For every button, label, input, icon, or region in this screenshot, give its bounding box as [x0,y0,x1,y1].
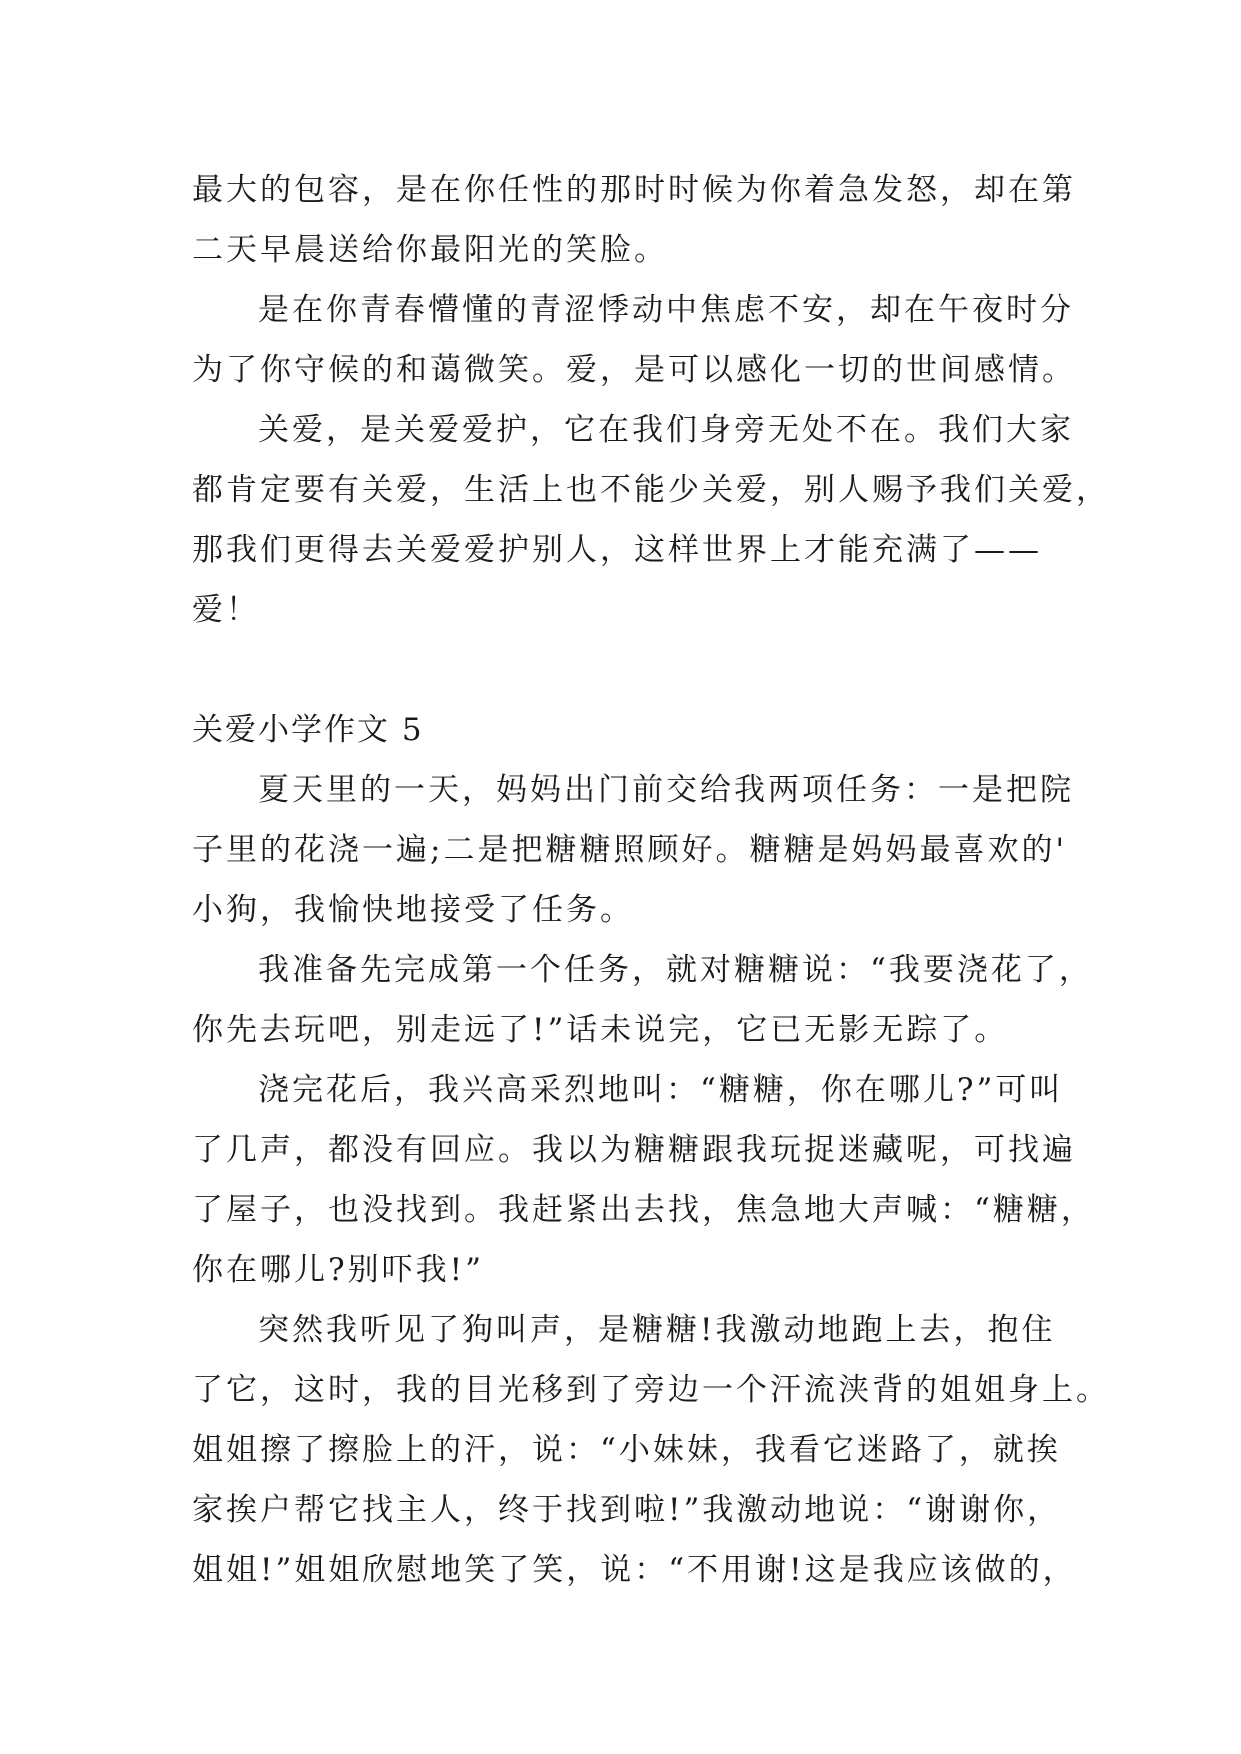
text-line: 最大的包容，是在你任性的那时时候为你着急发怒，却在第 [192,172,1076,208]
text-line: 了屋子，也没找到。我赶紧出去找，焦急地大声喊：“糖糖， [192,1192,1095,1228]
paragraph-tolerance [192,160,1076,280]
text-line: 那我们更得去关爱爱护别人，这样世界上才能充满了—— [192,532,1042,568]
paragraph-searching [192,1060,1095,1300]
text-line: 了它，这时，我的目光移到了旁边一个汗流浃背的姐姐身上。 [192,1372,1110,1408]
text-line: 关爱，是关爱爱护，它在我们身旁无处不在。我们大家 [258,412,1074,448]
paragraph-found [192,1300,1110,1600]
text-line: 为了你守候的和蔼微笑。爱，是可以感化一切的世间感情。 [192,352,1076,388]
document-body [192,160,1110,1600]
text-line: 突然我听见了狗叫声，是糖糖!我激动地跑上去，抱住 [258,1312,1056,1348]
text-line: 浇完花后，我兴高采烈地叫：“糖糖，你在哪儿?”可叫 [258,1072,1064,1108]
essay-title: 关爱小学作文 5 [192,712,424,748]
text-line: 都肯定要有关爱，生活上也不能少关爱，别人赐予我们关爱， [192,472,1110,508]
text-line: 爱！ [192,592,260,628]
text-line: 是在你青春懵懂的青涩悸动中焦虑不安，却在午夜时分 [258,292,1074,328]
paragraph-first-task [192,940,1093,1060]
text-line: 我准备先完成第一个任务，就对糖糖说：“我要浇花了， [258,952,1093,988]
paragraph-care [192,400,1110,640]
paragraph-summer-day [192,760,1074,940]
text-line: 二天早晨送给你最阳光的笑脸。 [192,232,668,268]
text-line: 姐姐擦了擦脸上的汗，说：“小妹妹，我看它迷路了，就挨 [192,1432,1061,1468]
text-line: 夏天里的一天，妈妈出门前交给我两项任务：一是把院 [258,772,1074,808]
section-spacer [192,640,1050,700]
text-line: 小狗，我愉快地接受了任务。 [192,892,634,928]
text-line: 子里的花浇一遍;二是把糖糖照顾好。糖糖是妈妈最喜欢的' [192,832,1067,868]
text-line: 家挨户帮它找主人，终于找到啦!”我激动地说：“谢谢你， [192,1492,1062,1528]
text-line: 你在哪儿?别吓我!” [192,1252,484,1288]
paragraph-youth [192,280,1076,400]
text-line: 姐姐!”姐姐欣慰地笑了笑，说：“不用谢!这是我应该做的， [192,1552,1077,1588]
text-line: 你先去玩吧，别走远了!”话未说完，它已无影无踪了。 [192,1012,1009,1048]
text-line: 了几声，都没有回应。我以为糖糖跟我玩捉迷藏呢，可找遍 [192,1132,1076,1168]
